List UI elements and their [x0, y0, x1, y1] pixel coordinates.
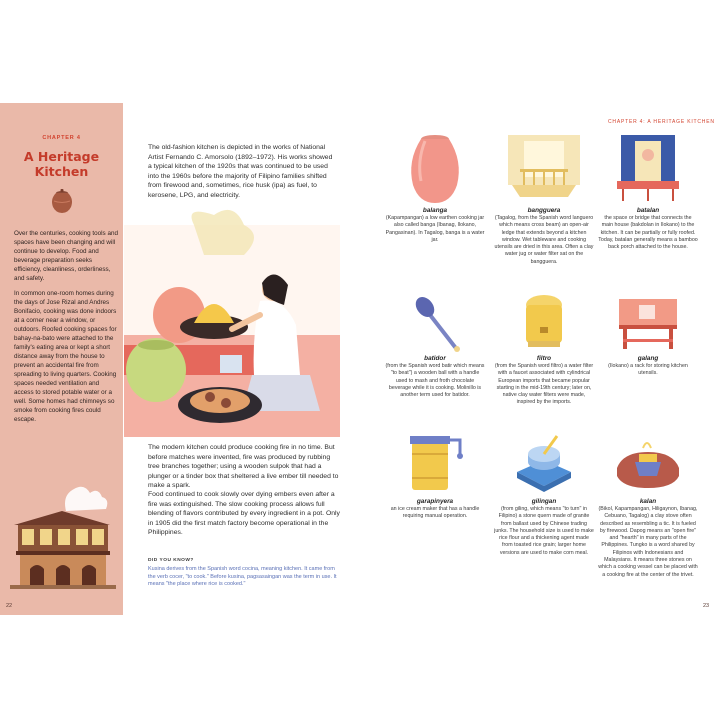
filtro-water-filter-icon — [514, 291, 574, 353]
item-name: gilingan — [531, 498, 557, 505]
item-description: (Kapampangan) a low earthen cooking jar also called banga (Ibanag, Ilokano, Pangasinan). In Tagalog, banga is a water jar. — [385, 215, 485, 243]
intro-paragraph: The old-fashion kitchen is depicted in the works of National Artist Fernando C. Amorsolo (1892–1972). His works showed a typical kitchen of the 1920s that was continued to be used into the 1960s before the majority of Filipino families shifted from firewood and, sometimes, rice husk (ipa) as fuel, to kerosene, LPG, and electricity. — [148, 144, 333, 199]
bangguera-ledge-icon — [504, 131, 584, 205]
item-name: filtro — [536, 355, 552, 362]
bahay-na-bato-illustration — [6, 481, 118, 591]
item-name: bangguera — [527, 207, 561, 214]
item-description: (from giling, which means "to turn" in Filipino) a stone quern made of granite from ballast used by Chinese trading junks. The household size is used to make rice flour and a thickening agent made from toasted rice grain; larger home versions are used to make corn meal. — [494, 506, 594, 556]
batidor-whisk-icon — [405, 291, 465, 353]
sidebar-paragraph-2: In common one-room homes during the days of Jose Rizal and Andres Bonifacio, cooking was done indoors at a corner near a window, or outdoors. Roofed cooking spaces for bahay-na-bato were attached to the family's eating area or kept a short distance away from the house to prevent an accidental fire from spreading to living quarters. Cooking spaces needed ventilation and access to stored potable water or a well. Some homes had chimneys so smoke from cooking fires could escape. — [14, 290, 117, 423]
page-number-left: 22 — [6, 603, 13, 609]
item-name: garapinyera — [416, 498, 454, 505]
running-header: CHAPTER 4: A HERITAGE KITCHEN — [608, 119, 715, 125]
item-description: (Bikol, Kapampangan, Hiligaynon, Ibanag, Cebuano, Tagalog) a clay stove often described as resembling a tic. It is fueled by firewood. Dapog means an "open fire" and "hearth" in many parts of the Philippines. Tungko is a word shared by Filipinos with Indonesians and Malaysians. It means three stones on which a cooking vessel can be placed with a cooking fire at the center of the trivet. — [598, 506, 698, 578]
book-spread — [0, 103, 720, 615]
chapter-title-line1: A Heritage — [23, 149, 100, 164]
item-garapinyera — [385, 428, 485, 521]
item-description: an ice cream maker that has a handle requiring manual operation. — [390, 506, 480, 520]
balanga-jar-icon — [405, 131, 465, 205]
garapinyera-ice-cream-maker-icon — [402, 428, 468, 496]
item-description: (Ilokano) a rack for storing kitchen utensils. — [608, 363, 688, 377]
kalan-clay-stove-icon — [613, 428, 683, 496]
item-batalan — [598, 131, 698, 251]
chapter-title — [4, 149, 119, 179]
sidebar-paragraph-1: Over the centuries, cooking tools and spaces have been changing and will continue to develop. Food and beverage preparation seeks efficiency, cleanliness, orderliness, and safety. — [14, 230, 118, 282]
woman-cooking-illustration — [124, 205, 340, 437]
clay-pot-icon — [48, 187, 76, 215]
chapter-title-line2: Kitchen — [34, 164, 89, 179]
item-name: kalan — [639, 498, 657, 505]
item-description: (Tagalog, from the Spanish word languero which means cross beam) an open-air ledge that extends beyond a kitchen window. Wet tableware and cooking utensils are dried in this area. Often a clay water jug or water filter sat on the bangguera. — [494, 215, 594, 265]
item-description: (from the Spanish word batir which means "to beat") a wooden ball with a handle used to mash and froth chocolate beverage while it is cooking. Molinillo is another term used for batidor. — [385, 363, 485, 399]
did-you-know-heading: DID YOU KNOW? — [148, 558, 194, 563]
item-filtro — [494, 291, 594, 407]
galang-rack-icon — [613, 291, 683, 353]
chapter-sidebar — [0, 103, 123, 615]
item-balanga — [385, 131, 485, 244]
item-galang — [598, 291, 698, 378]
item-kalan — [598, 428, 698, 579]
did-you-know-text: Kusina derives from the Spanish word cocina, meaning kitchen. It came from the verb cocer, "to cook." Before kusina, pagsasaingan was the term in use. It means "the place where rice is cooked." — [148, 566, 337, 588]
item-batidor — [385, 291, 485, 399]
item-name: balanga — [422, 207, 448, 214]
item-name: batalan — [636, 207, 660, 214]
gilingan-stone-mill-icon — [511, 428, 577, 496]
item-bangguera — [494, 131, 594, 266]
batalan-porch-icon — [613, 131, 683, 205]
modern-kitchen-paragraph: The modern kitchen could produce cooking fire in no time. But before matches were invented, fire was produced by rubbing tree branches together; using a wooden sulpok that had a plunger or a tinder box that sheltered a live ember till needed to make a spark. — [148, 444, 339, 490]
item-description: the space or bridge that connects the main house (bakdolan in Ilokano) to the kitchen. It can be partially or fully roofed. Today, batalan generally means a bamboo back porch attached to the house. — [598, 215, 698, 251]
item-name: galang — [637, 355, 659, 362]
page-number-right: 23 — [703, 603, 710, 609]
item-description: (from the Spanish word filtro) a water filter with a faucet associated with cylindrical European imports that became popular starting in the mid-19th century; later on, native clay water filters were made, inspired by the imports. — [494, 363, 594, 406]
slow-cooking-paragraph: Food continued to cook slowly over dying embers even after a fire was extinguished. The slow cooking process allows full blending of flavors contributed by every ingredient in a pot. Only in 1905 did the first match factory become operational in the Philippines. — [148, 491, 340, 537]
item-gilingan — [494, 428, 594, 557]
chapter-label: CHAPTER 4 — [42, 135, 81, 141]
item-name: batidor — [424, 355, 446, 362]
